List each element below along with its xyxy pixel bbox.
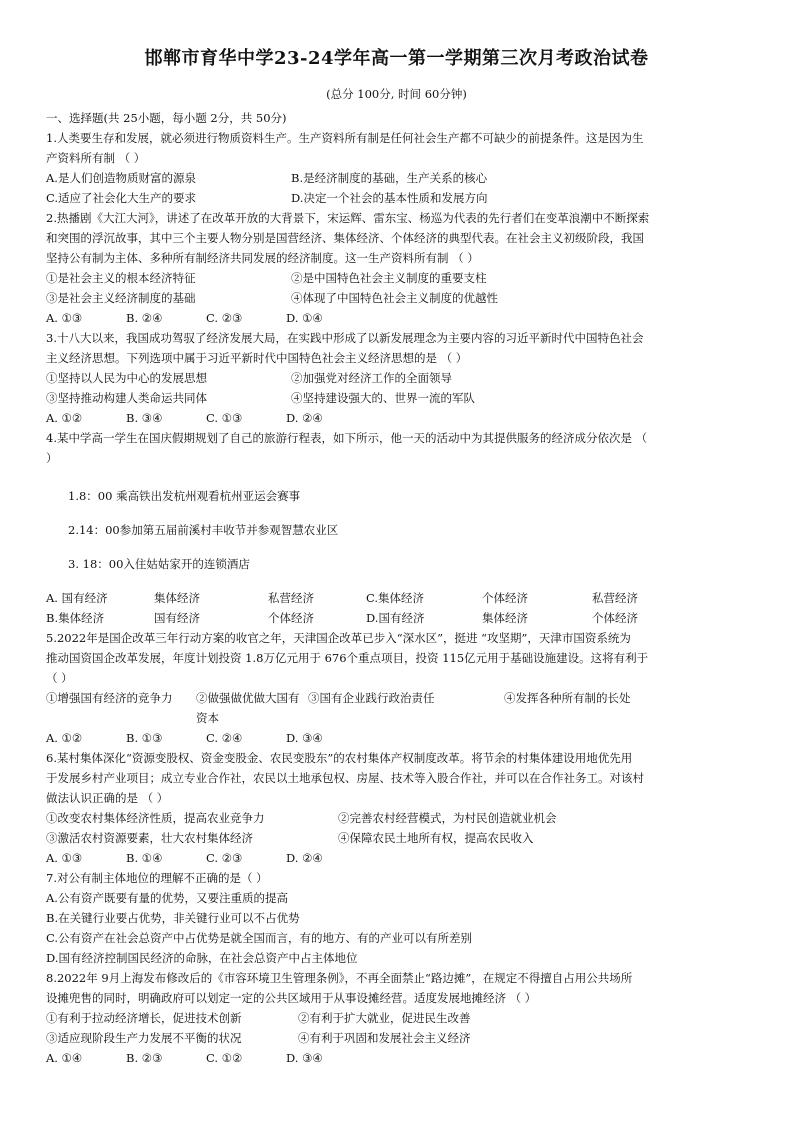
q4-options-row-2 bbox=[46, 608, 747, 628]
q8-option-d: D. ③④ bbox=[286, 1051, 323, 1065]
q8-statement-2: ②有利于扩大就业，促进民生改善 bbox=[298, 1011, 471, 1025]
q1-option-c: C.适应了社会化大生产的要求 bbox=[46, 191, 197, 205]
q5-option-b: B. ①③ bbox=[126, 731, 163, 745]
section-heading: 一、选择题(共 25小题，每小题 2分，共 50分) bbox=[46, 111, 287, 125]
q8-statement-3: ③适应现阶段生产力发展不平衡的状况 bbox=[46, 1031, 242, 1045]
exam-title: 邯郸市育华中学23-24学年高一第一学期第三次月考政治试卷 bbox=[144, 48, 649, 69]
itinerary-item-1: 1.8：00 乘高铁出发杭州观看杭州亚运会赛事 bbox=[68, 489, 301, 503]
q3-option-b: B. ③④ bbox=[126, 411, 163, 425]
q3-statement-4: ④坚持建设强大的、世界一流的军队 bbox=[291, 391, 475, 405]
q2-option-a: A. ①③ bbox=[46, 311, 83, 325]
itinerary-item-2: 2.14：00参加第五届前溪村丰收节并参观智慧农业区 bbox=[68, 523, 339, 537]
q6-option-c: C. ②③ bbox=[206, 851, 243, 865]
q8-statement-4: ④有利于巩固和发展社会主义经济 bbox=[298, 1031, 471, 1045]
q8-option-a: A. ①④ bbox=[46, 1051, 83, 1065]
q1-stem-line-2: 产资料所有制 （ ） bbox=[46, 151, 146, 165]
q3-statement-1: ①坚持以人民为中心的发展思想 bbox=[46, 371, 207, 385]
q5-stem-line-3: （ ） bbox=[46, 671, 73, 685]
q2-stem-line-1: 2.热播剧《大江大河》，讲述了在改革开放的大背景下，宋运辉、雷东宝、杨巡为代表的先行者们在变革浪潮中不断探索 bbox=[46, 211, 650, 225]
q6-option-a: A. ①③ bbox=[46, 851, 83, 865]
q5-statements bbox=[46, 688, 747, 728]
q6-statement-4: ④保障农民土地所有权，提高农民收入 bbox=[338, 831, 534, 845]
q2-option-c: C. ②③ bbox=[206, 311, 243, 325]
q6-stem-line-1: 6.某村集体深化“资源变股权、资金变股金、农民变股东”的农村集体产权制度改革。将节余的村集体建设用地优先用 bbox=[46, 751, 633, 765]
q4-cell: 私营经济 bbox=[268, 591, 314, 605]
q4-stem-line-2: ） bbox=[46, 451, 58, 465]
q7-option-d: D.国有经济控制国民经济的命脉，在社会总资产中占主体地位 bbox=[46, 951, 358, 965]
q8-stem-line-2: 设摊兜售的同时，明确政府可以划定一定的公共区域用于从事设摊经营。适度发展地摊经济 （ ） bbox=[46, 991, 537, 1005]
q4-cell: 集体经济 bbox=[154, 591, 200, 605]
q5-stem-line-1: 5.2022年是国企改革三年行动方案的收官之年，天津国企改革已步入“深水区”，挺进 “攻坚期”，天津市国资系统为 bbox=[46, 631, 631, 645]
question-5 bbox=[46, 628, 747, 748]
q1-option-a: A.是人们创造物质财富的源泉 bbox=[46, 171, 196, 185]
q4-cell: 个体经济 bbox=[482, 591, 528, 605]
q6-statement-1: ①改变农村集体经济性质，提高农业竞争力 bbox=[46, 811, 265, 825]
q4-cell: 个体经济 bbox=[592, 611, 638, 625]
q3-option-c: C. ①③ bbox=[206, 411, 243, 425]
q5-stem-line-2: 推动国资国企改革发展，年度计划投资 1.8万亿元用于 676个重点项目，投资 115亿元用于基础设施建设。这将有利于 bbox=[46, 651, 649, 665]
q3-statement-2: ②加强党对经济工作的全面领导 bbox=[291, 371, 452, 385]
q4-stem-line-1: 4.某中学高一学生在国庆假期规划了自己的旅游行程表，如下所示，他一天的活动中为其提供服务的经济成分依次是 （ bbox=[46, 431, 648, 445]
q7-option-a: A.公有资产既要有量的优势，又要注重质的提高 bbox=[46, 891, 288, 905]
q6-stem-line-3: 做法认识正确的是 （ ） bbox=[46, 791, 169, 805]
q7-option-b: B.在关键行业要占优势，非关键行业可以不占优势 bbox=[46, 911, 300, 925]
question-6 bbox=[46, 748, 747, 868]
q5-statement-2: ②做强做优做大国有资本 bbox=[196, 691, 300, 725]
q3-option-d: D. ②④ bbox=[286, 411, 323, 425]
q8-option-b: B. ②③ bbox=[126, 1051, 163, 1065]
q4-options-row-1 bbox=[46, 588, 747, 608]
q6-stem-line-2: 于发展乡村产业项目；成立专业合作社，农民以土地承包权、房屋、技术等入股合作社，并可以在合作社务工。对该村 bbox=[46, 771, 644, 785]
exam-subtitle: (总分 100分, 时间 60分钟) bbox=[326, 87, 467, 101]
q2-option-b: B. ②④ bbox=[126, 311, 163, 325]
q7-option-c: C.公有资产在社会总资产中占优势是就全国而言，有的地方、有的产业可以有所差别 bbox=[46, 931, 473, 945]
q2-statement-4: ④体现了中国特色社会主义制度的优越性 bbox=[291, 291, 498, 305]
q4-cell: A. 国有经济 bbox=[46, 591, 108, 605]
q5-statement-4: ④发挥各种所有制的长处 bbox=[504, 691, 631, 705]
q2-stem-line-3: 坚持公有制为主体、多种所有制经济共同发展的经济制度。这一生产资料所有制 （ ） bbox=[46, 251, 479, 265]
q3-option-a: A. ①② bbox=[46, 411, 83, 425]
itinerary bbox=[68, 486, 747, 574]
q4-cell: C.集体经济 bbox=[366, 591, 425, 605]
question-3 bbox=[46, 328, 747, 428]
q6-option-d: D. ②④ bbox=[286, 851, 323, 865]
q4-cell: 国有经济 bbox=[154, 611, 200, 625]
q4-cell: 集体经济 bbox=[482, 611, 528, 625]
q6-option-b: B. ①④ bbox=[126, 851, 163, 865]
q2-stem-line-2: 和突围的浮沉故事，其中三个主要人物分别是国营经济、集体经济、个体经济的典型代表。在社会主义初级阶段，我国 bbox=[46, 231, 644, 245]
itinerary-item-3: 3. 18：00入住姑姑家开的连锁酒店 bbox=[68, 557, 250, 571]
question-7 bbox=[46, 868, 747, 968]
q8-option-c: C. ①② bbox=[206, 1051, 243, 1065]
q2-statement-2: ②是中国特色社会主义制度的重要支柱 bbox=[291, 271, 487, 285]
question-4 bbox=[46, 428, 747, 628]
q1-stem-line-1: 1.人类要生存和发展，就必须进行物质资料生产。生产资料所有制是任何社会生产都不可缺少的前提条件。这是因为生 bbox=[46, 131, 644, 145]
q4-cell: 个体经济 bbox=[268, 611, 314, 625]
q5-statement-3: ③国有企业践行政治责任 bbox=[308, 691, 435, 705]
q2-option-d: D. ①④ bbox=[286, 311, 323, 325]
q1-option-b: B.是经济制度的基础，生产关系的核心 bbox=[291, 171, 488, 185]
q8-stem-line-1: 8.2022年 9月上海发布修改后的《市容环境卫生管理条例》，不再全面禁止“路边摊”，在规定不得擅自占用公共场所 bbox=[46, 971, 633, 985]
q4-cell: 私营经济 bbox=[592, 591, 638, 605]
question-8 bbox=[46, 968, 747, 1068]
q8-statement-1: ①有利于拉动经济增长，促进技术创新 bbox=[46, 1011, 242, 1025]
q3-stem-line-1: 3.十八大以来，我国成功驾驭了经济发展大局，在实践中形成了以新发展理念为主要内容的习近平新时代中国特色社会 bbox=[46, 331, 644, 345]
q3-stem-line-2: 主义经济思想。下列选项中属于习近平新时代中国特色社会主义经济思想的是 （ ） bbox=[46, 351, 468, 365]
q5-option-a: A. ①② bbox=[46, 731, 83, 745]
question-2 bbox=[46, 208, 747, 328]
q7-stem: 7.对公有制主体地位的理解不正确的是（ ） bbox=[46, 871, 268, 885]
q6-statement-3: ③激活农村资源要素，壮大农村集体经济 bbox=[46, 831, 253, 845]
q5-option-c: C. ②④ bbox=[206, 731, 243, 745]
q2-statement-3: ③是社会主义经济制度的基础 bbox=[46, 291, 196, 305]
q4-cell: B.集体经济 bbox=[46, 611, 105, 625]
question-1 bbox=[46, 128, 747, 208]
q6-statement-2: ②完善农村经营模式，为村民创造就业机会 bbox=[338, 811, 557, 825]
q3-statement-3: ③坚持推动构建人类命运共同体 bbox=[46, 391, 207, 405]
q2-statement-1: ①是社会主义的根本经济特征 bbox=[46, 271, 196, 285]
q5-option-d: D. ③④ bbox=[286, 731, 323, 745]
q4-cell: D.国有经济 bbox=[366, 611, 425, 625]
q5-statement-1: ①增强国有经济的竞争力 bbox=[46, 691, 173, 705]
q1-option-d: D.决定一个社会的基本性质和发展方向 bbox=[291, 191, 488, 205]
